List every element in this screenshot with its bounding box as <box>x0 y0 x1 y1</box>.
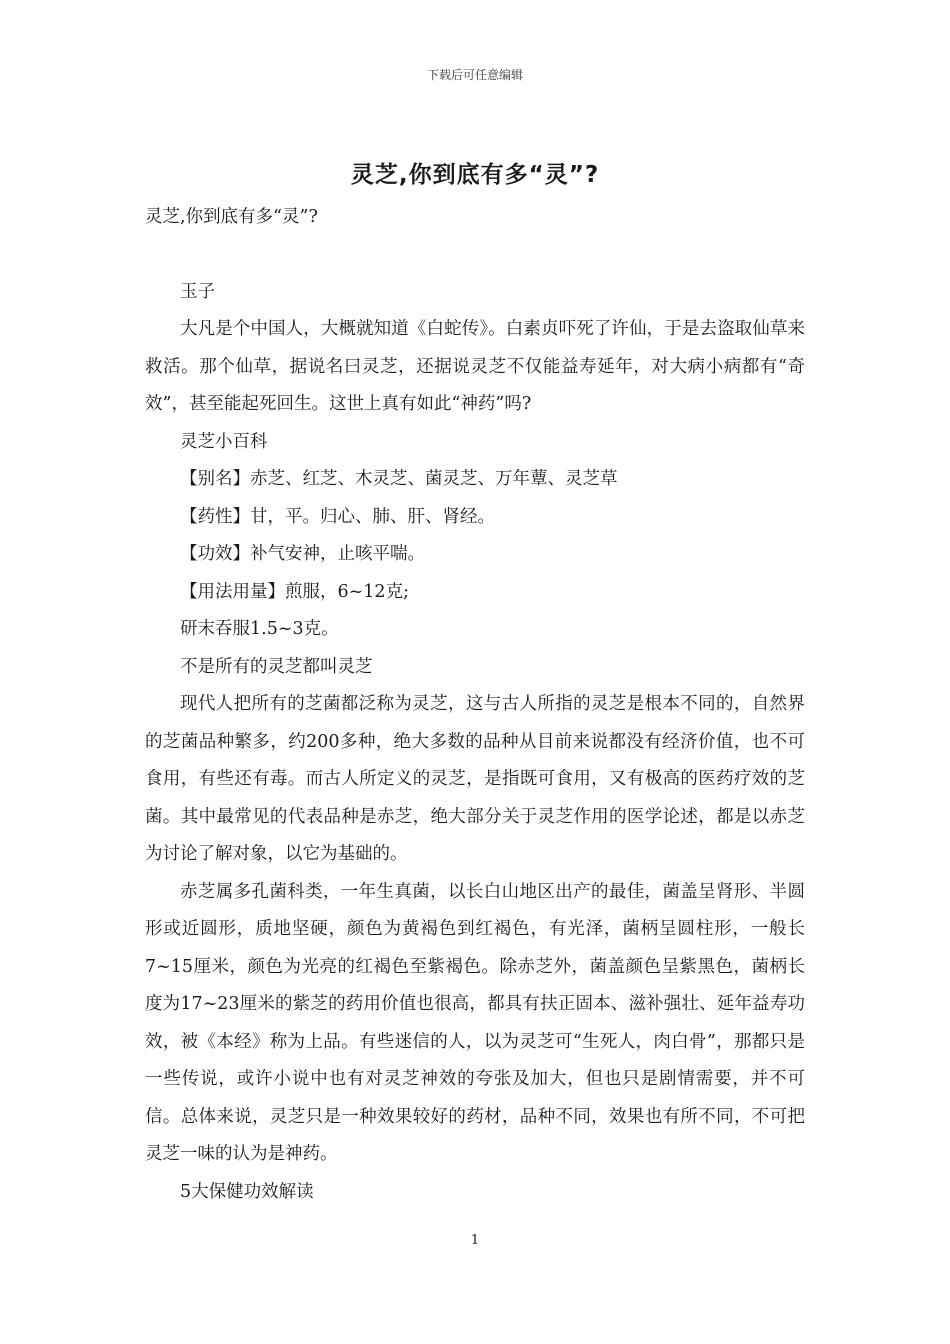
section2-paragraph-1: 现代人把所有的芝菌都泛称为灵芝，这与古人所指的灵芝是根本不同的，自然界的芝菌品种繁多，约200多种，绝大多数的品种从目前来说都没有经济价值，也不可食用，有些还有毒。而古人所定义的灵芝，是指既可食用，又有极高的医药疗效的芝菌。其中最常见的代表品种是赤芝，绝大部分关于灵芝作用的医学论述，都是以赤芝为讨论了解对象，以它为基础的。 <box>145 694 805 864</box>
section2-heading: 不是所有的灵芝都叫灵芝 <box>180 656 373 677</box>
section2-paragraph-2: 赤芝属多孔菌科类，一年生真菌，以长白山地区出产的最佳，菌盖呈肾形、半圆形或近圆形，质地坚硬，颜色为黄褐色到红褐色，有光泽，菌柄呈圆柱形，一般长7~15厘米，颜色为光亮的红褐色至紫褐色。除赤芝外，菌盖颜色呈紫黑色，菌柄长度为17~23厘米的紫芝的药用价值也很高，都具有扶正固本、滋补强壮、延年益寿功效，被《本经》称为上品。有些迷信的人，以为灵芝可“生死人，肉白骨”，那都只是一些传说，或许小说中也有对灵芝神效的夸张及加大，但也只是剧情需要，并不可信。总体来说，灵芝只是一种效果较好的药材，品种不同，效果也有所不同，不可把灵芝一味的认为是神药。 <box>145 881 805 1164</box>
section3-heading: 5大保健功效解读 <box>180 1181 314 1202</box>
header-note: 下载后可任意编辑 <box>426 68 523 82</box>
encyclopedia-heading: 灵芝小百科 <box>180 431 268 452</box>
nature-line: 【药性】甘，平。归心、肺、肝、肾经。 <box>180 506 495 527</box>
subtitle: 灵芝,你到底有多“灵”? <box>145 207 318 227</box>
dosage-line: 【用法用量】煎服，6~12克; <box>180 581 409 602</box>
alias-line: 【别名】赤芝、红芝、木灵芝、菌灵芝、万年蕈、灵芝草 <box>180 469 618 489</box>
intro-paragraph: 大凡是个中国人，大概就知道《白蛇传》。白素贞吓死了许仙，于是去盗取仙草来救活。那个仙草，据说名曰灵芝，还据说灵芝不仅能益寿延年，对大病小病都有“奇效”，甚至能起死回生。这世上真有如此“神药”吗? <box>145 319 805 414</box>
efficacy-line: 【功效】补气安神，止咳平喘。 <box>180 544 425 564</box>
document-title: 灵芝,你到底有多“灵”? <box>350 162 600 188</box>
blank-line <box>145 237 805 274</box>
author: 玉子 <box>180 281 215 302</box>
page-number: 1 <box>470 1233 480 1248</box>
dosage-line-2: 研末吞服1.5~3克。 <box>180 619 339 639</box>
document-body <box>145 199 805 1211</box>
